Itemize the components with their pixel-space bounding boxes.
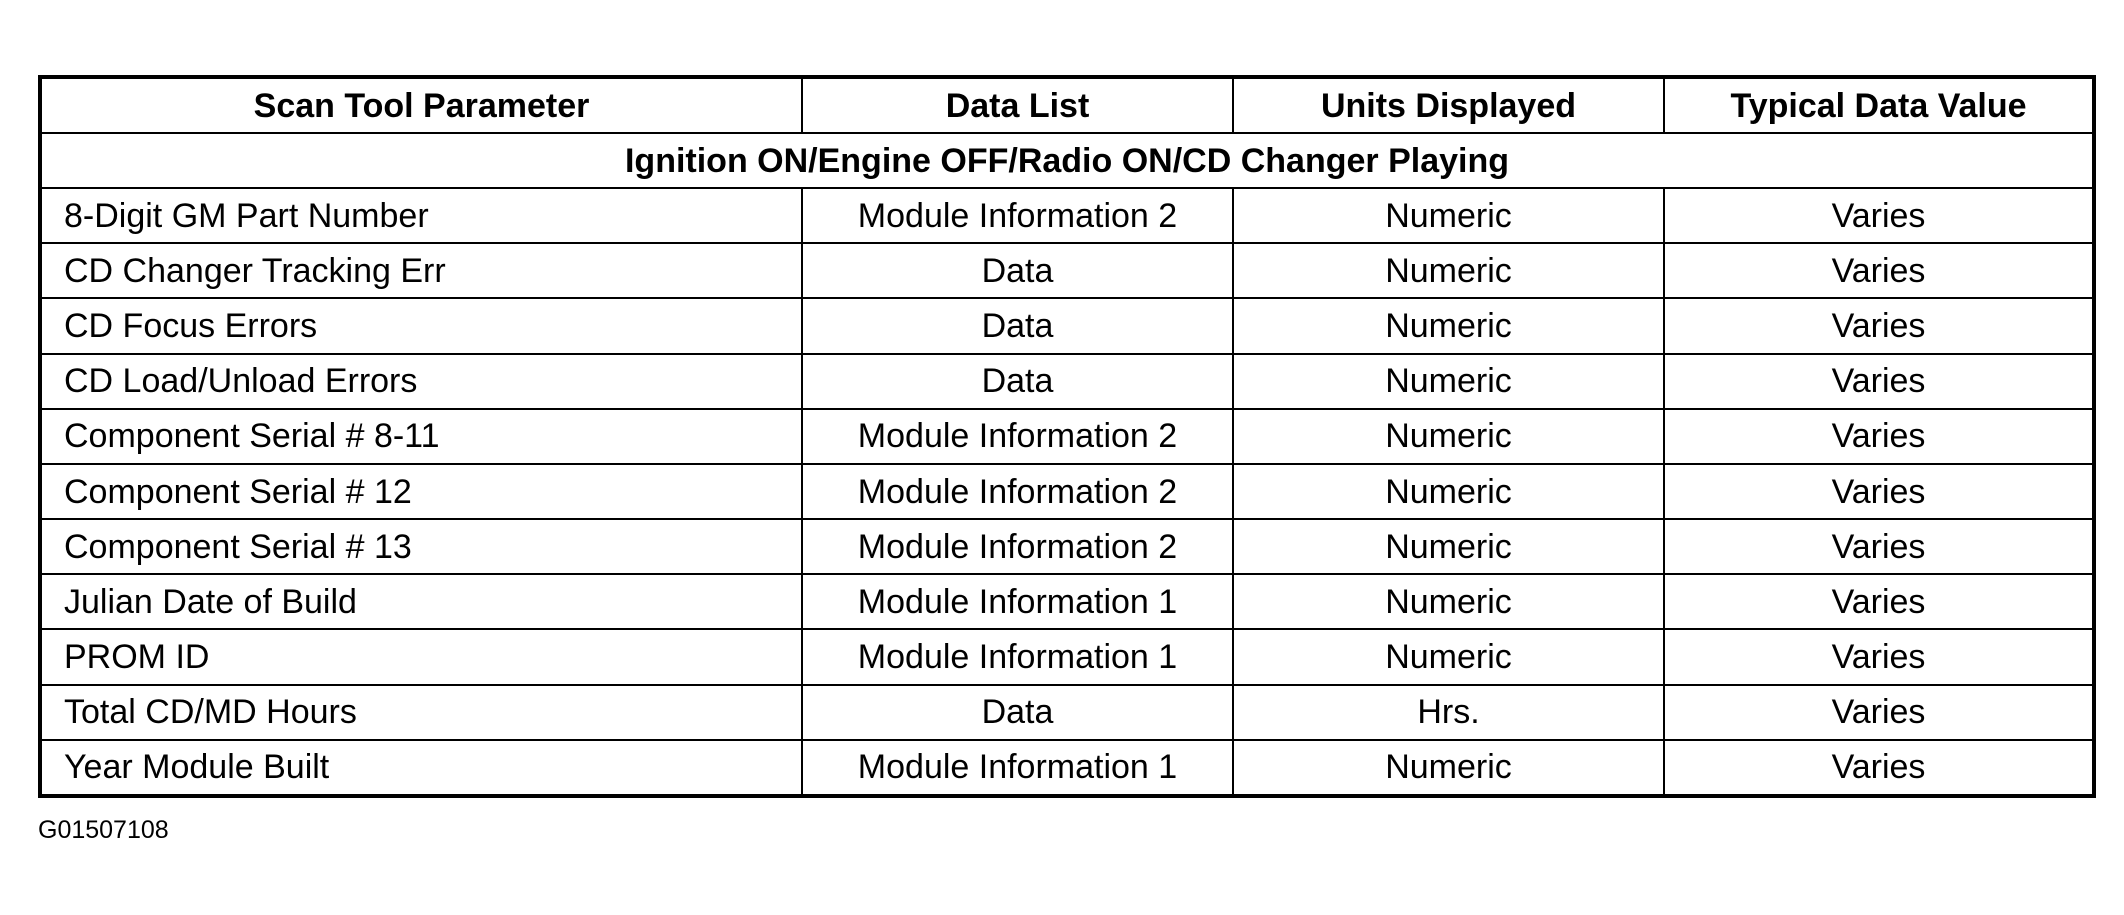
table-body bbox=[40, 133, 2094, 796]
cell-typical-value: Varies bbox=[1664, 574, 2094, 629]
scan-tool-data-table bbox=[38, 75, 2096, 798]
cell-typical-value: Varies bbox=[1664, 354, 2094, 409]
cell-data-list: Data bbox=[802, 685, 1233, 740]
cell-parameter: Total CD/MD Hours bbox=[40, 685, 802, 740]
section-title: Ignition ON/Engine OFF/Radio ON/CD Changer Playing bbox=[40, 133, 2094, 188]
cell-typical-value: Varies bbox=[1664, 409, 2094, 464]
cell-data-list: Module Information 1 bbox=[802, 740, 1233, 796]
figure-id: G01507108 bbox=[38, 816, 169, 844]
table-row bbox=[40, 298, 2094, 353]
cell-parameter: CD Focus Errors bbox=[40, 298, 802, 353]
cell-parameter: CD Changer Tracking Err bbox=[40, 243, 802, 298]
cell-data-list: Data bbox=[802, 243, 1233, 298]
cell-typical-value: Varies bbox=[1664, 298, 2094, 353]
cell-units: Numeric bbox=[1233, 354, 1664, 409]
cell-units: Numeric bbox=[1233, 519, 1664, 574]
cell-data-list: Data bbox=[802, 354, 1233, 409]
cell-units: Numeric bbox=[1233, 409, 1664, 464]
cell-typical-value: Varies bbox=[1664, 685, 2094, 740]
cell-typical-value: Varies bbox=[1664, 188, 2094, 243]
header-units-displayed: Units Displayed bbox=[1233, 77, 1664, 133]
cell-units: Hrs. bbox=[1233, 685, 1664, 740]
table-header-row bbox=[40, 77, 2094, 133]
cell-typical-value: Varies bbox=[1664, 243, 2094, 298]
cell-typical-value: Varies bbox=[1664, 629, 2094, 684]
cell-parameter: Component Serial # 8-11 bbox=[40, 409, 802, 464]
table-row bbox=[40, 243, 2094, 298]
cell-units: Numeric bbox=[1233, 298, 1664, 353]
cell-parameter: Component Serial # 12 bbox=[40, 464, 802, 519]
cell-units: Numeric bbox=[1233, 740, 1664, 796]
section-title-row bbox=[40, 133, 2094, 188]
cell-parameter: Year Module Built bbox=[40, 740, 802, 796]
table-row bbox=[40, 409, 2094, 464]
table-row bbox=[40, 574, 2094, 629]
cell-data-list: Module Information 1 bbox=[802, 574, 1233, 629]
header-typical-data-value: Typical Data Value bbox=[1664, 77, 2094, 133]
table-row bbox=[40, 188, 2094, 243]
table-row bbox=[40, 519, 2094, 574]
table-row bbox=[40, 629, 2094, 684]
cell-data-list: Module Information 2 bbox=[802, 409, 1233, 464]
cell-units: Numeric bbox=[1233, 464, 1664, 519]
cell-parameter: Component Serial # 13 bbox=[40, 519, 802, 574]
cell-typical-value: Varies bbox=[1664, 519, 2094, 574]
table-row bbox=[40, 354, 2094, 409]
cell-parameter: Julian Date of Build bbox=[40, 574, 802, 629]
cell-units: Numeric bbox=[1233, 574, 1664, 629]
table-row bbox=[40, 685, 2094, 740]
cell-data-list: Module Information 2 bbox=[802, 188, 1233, 243]
cell-data-list: Module Information 2 bbox=[802, 519, 1233, 574]
cell-units: Numeric bbox=[1233, 243, 1664, 298]
table-row bbox=[40, 464, 2094, 519]
cell-data-list: Module Information 1 bbox=[802, 629, 1233, 684]
cell-data-list: Module Information 2 bbox=[802, 464, 1233, 519]
cell-data-list: Data bbox=[802, 298, 1233, 353]
cell-units: Numeric bbox=[1233, 629, 1664, 684]
cell-typical-value: Varies bbox=[1664, 464, 2094, 519]
cell-parameter: CD Load/Unload Errors bbox=[40, 354, 802, 409]
cell-parameter: PROM ID bbox=[40, 629, 802, 684]
cell-typical-value: Varies bbox=[1664, 740, 2094, 796]
cell-parameter: 8-Digit GM Part Number bbox=[40, 188, 802, 243]
header-data-list: Data List bbox=[802, 77, 1233, 133]
table-row bbox=[40, 740, 2094, 796]
header-scan-tool-parameter: Scan Tool Parameter bbox=[40, 77, 802, 133]
cell-units: Numeric bbox=[1233, 188, 1664, 243]
